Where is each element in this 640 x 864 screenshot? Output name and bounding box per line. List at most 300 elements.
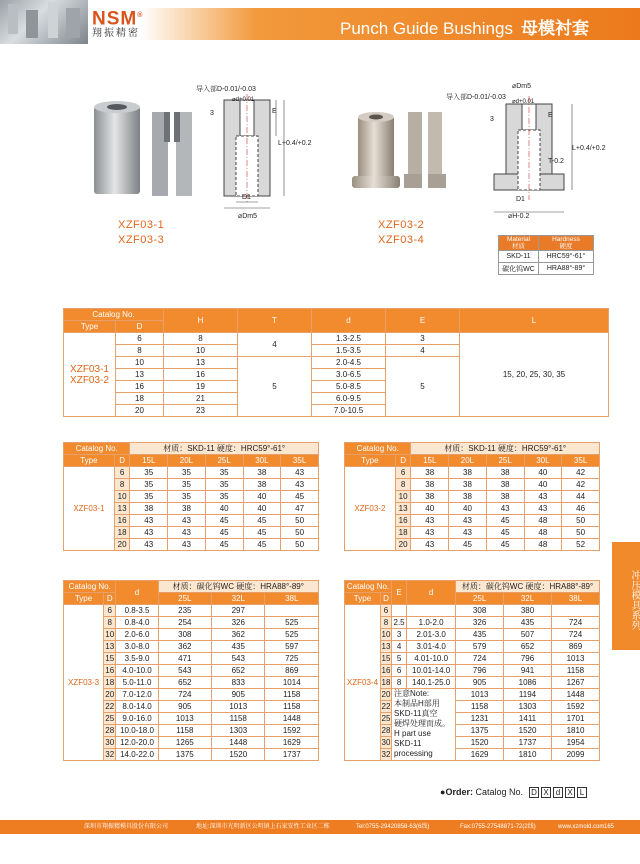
- price-table-xzf03-2: [344, 442, 600, 551]
- th-D: D: [380, 593, 391, 605]
- cell-value: 1520: [456, 737, 504, 749]
- cell-D: 10: [395, 491, 411, 503]
- cell-value: 1303: [212, 725, 265, 737]
- th-e: E: [386, 309, 460, 333]
- cell-value: 362: [158, 641, 211, 653]
- cell-value: 38: [411, 479, 449, 491]
- cell-value: 35: [205, 491, 243, 503]
- cell-value: 45: [281, 491, 319, 503]
- table-row: [64, 467, 319, 479]
- cell-value: 40: [524, 479, 562, 491]
- dim-l-2: L+0.4/+0.2: [572, 145, 606, 152]
- dim-dm5-1: ⌀Dm5: [238, 213, 257, 220]
- th-type: Type: [64, 593, 104, 605]
- th-material: 材质：碳化钨WC 硬度：HRA88°-89°: [158, 581, 318, 593]
- cell-value: 35: [168, 491, 206, 503]
- cell-value: 38: [411, 467, 449, 479]
- cell-value: 796: [504, 653, 552, 665]
- type-cell: XZF03-1 XZF03-2: [64, 333, 116, 417]
- cell-value: 43: [281, 467, 319, 479]
- cell-D: 25: [105, 714, 115, 723]
- th-d: d: [407, 581, 456, 605]
- cell-D: 8: [116, 345, 164, 357]
- cell-D: 13: [105, 642, 115, 651]
- cell-value: 35: [130, 491, 168, 503]
- th-material: 材质：SKD-11 硬度：HRC59°-61°: [130, 443, 319, 455]
- cell-D: 10: [114, 491, 130, 503]
- cell-value: 308: [456, 605, 504, 617]
- cell-D: 20: [114, 539, 130, 551]
- d-tol-2: ⌀d+0.01: [512, 99, 535, 105]
- order-format: ●Order: Catalog No. D X d X L: [440, 787, 588, 798]
- th-type: Type: [345, 455, 396, 467]
- cell-value: 140.1-25.0: [407, 677, 456, 689]
- cell-value: 235: [158, 605, 211, 617]
- cell-value: 10.0-18.0: [116, 725, 158, 737]
- th-type: Type: [64, 455, 115, 467]
- cell-D: 18: [116, 393, 164, 405]
- cell-value: 1954: [551, 737, 599, 749]
- footer: [0, 820, 640, 834]
- th-length: 30L: [524, 455, 562, 467]
- cell-value: 507: [504, 629, 552, 641]
- cell-value: 1013: [158, 713, 211, 725]
- cell-value: 38: [486, 491, 524, 503]
- catalog-label: Catalog: [356, 444, 385, 453]
- th-D: D: [104, 593, 116, 605]
- cell-value: 652: [504, 641, 552, 653]
- cell-d: 3.0-6.5: [312, 369, 386, 381]
- cell-E: 4: [386, 345, 460, 357]
- cell-H: 10: [164, 345, 238, 357]
- th-D: D: [395, 455, 411, 467]
- cell-value: 1375: [158, 749, 211, 761]
- cell-value: 1158: [265, 701, 319, 713]
- cell-value: 5: [392, 653, 407, 665]
- cell-value: [407, 605, 456, 617]
- table-header-row: [64, 581, 319, 593]
- cell-value: 1013: [456, 689, 504, 701]
- cell-value: 4.0-10.0: [116, 665, 158, 677]
- th-l: L: [460, 309, 609, 333]
- cell-D: 28: [105, 726, 115, 735]
- table-row: [345, 689, 600, 701]
- th-catalog: [345, 443, 411, 455]
- cell-D: 13: [114, 503, 130, 515]
- cell-D: 28: [381, 726, 391, 735]
- th-length: 38L: [265, 593, 319, 605]
- cell-D: 10: [381, 630, 391, 639]
- cell-H: 13: [164, 357, 238, 369]
- cell-value: 1158: [265, 689, 319, 701]
- cell-D: 16: [116, 381, 164, 393]
- cell-value: 941: [504, 665, 552, 677]
- cell-value: 50: [281, 515, 319, 527]
- page-number: 165: [604, 824, 615, 830]
- cell-value: 4: [392, 641, 407, 653]
- cell-value: 435: [456, 629, 504, 641]
- cell-D: 15: [381, 654, 391, 663]
- cell-value: 45: [205, 539, 243, 551]
- bushing-cutaway-photo-2: [404, 108, 446, 192]
- cell-value: 38: [486, 479, 524, 491]
- cell-d: 7.0-10.5: [312, 405, 386, 417]
- th-t: T: [238, 309, 312, 333]
- cell-H: 21: [164, 393, 238, 405]
- table-header-row: [345, 443, 600, 455]
- cell-value: 48: [524, 527, 562, 539]
- logo-text: NSM: [92, 8, 138, 30]
- cell-D: 18: [395, 527, 411, 539]
- th-d: d: [312, 309, 386, 333]
- cell-value: 40: [524, 467, 562, 479]
- th-material: 材质：SKD-11 硬度：HRC59°-61°: [411, 443, 600, 455]
- th-length: 32L: [212, 593, 265, 605]
- order-box: X: [565, 787, 575, 798]
- cell-value: 46: [562, 503, 600, 515]
- cell-value: 2.0-6.0: [116, 629, 158, 641]
- cell-value: 43: [168, 539, 206, 551]
- cell-D: 22: [105, 702, 115, 711]
- price-table-xzf03-1: [63, 442, 319, 551]
- cell-value: 38: [243, 479, 281, 491]
- cell-value: 35: [205, 467, 243, 479]
- cell-value: 1158: [456, 701, 504, 713]
- cell-value: 10.01-14.0: [407, 665, 456, 677]
- price-table-xzf03-3: [63, 580, 319, 761]
- cell-value: 38: [168, 503, 206, 515]
- th-type: Type: [345, 593, 381, 605]
- cell-value: 45: [243, 539, 281, 551]
- cell-value: 1448: [551, 689, 599, 701]
- dim-d1-1: D1: [242, 194, 251, 201]
- cell-value: 40: [449, 503, 487, 515]
- cell-H: 8: [164, 333, 238, 345]
- cell-value: 3.01-4.0: [407, 641, 456, 653]
- order-box: D: [529, 787, 539, 798]
- cell-value: 35: [168, 479, 206, 491]
- cell-D: 8: [114, 479, 130, 491]
- cell-value: 43: [524, 503, 562, 515]
- cell-value: 1592: [265, 725, 319, 737]
- cell-value: 1448: [212, 737, 265, 749]
- cell-value: 525: [265, 617, 319, 629]
- cell-D: 16: [114, 515, 130, 527]
- cell-d: 1.3-2.5: [312, 333, 386, 345]
- footer-fax: Fax:0755-27548871-72(2线): [460, 824, 536, 830]
- cell-value: [551, 605, 599, 617]
- cell-value: 40: [411, 503, 449, 515]
- cell-value: 38: [411, 491, 449, 503]
- th-catalog: [345, 581, 392, 593]
- cell-value: 1629: [265, 737, 319, 749]
- th-h: H: [164, 309, 238, 333]
- table-row: [64, 333, 609, 345]
- cell-T: 4: [238, 333, 312, 357]
- type-cell: XZF03-1: [64, 467, 115, 551]
- catalog-label: Catalog: [346, 582, 375, 591]
- cell-value: 9.0-16.0: [116, 713, 158, 725]
- dim-h-2: ⌀H-0.2: [508, 213, 530, 220]
- cell-D: 10: [105, 630, 115, 639]
- dim-3-1: 3: [210, 110, 214, 117]
- guide-label-2: 导入部D-0.01/-0.03: [446, 94, 506, 101]
- cell-value: 48: [524, 539, 562, 551]
- product-label-group-2: XZF03-2 XZF03-4: [378, 219, 425, 246]
- cell-value: 1520: [212, 749, 265, 761]
- price-table-xzf03-4: [344, 580, 600, 761]
- cell-value: 1194: [504, 689, 552, 701]
- logo-cn: 翔振精密: [92, 28, 140, 40]
- mat-cell: 碳化钨WC: [499, 263, 539, 275]
- cell-value: 43: [281, 479, 319, 491]
- table-row: [345, 677, 600, 689]
- cell-value: 1158: [158, 725, 211, 737]
- cell-value: 52: [562, 539, 600, 551]
- cell-value: 14.0-22.0: [116, 749, 158, 761]
- cell-value: 1267: [551, 677, 599, 689]
- header-product-photo: [0, 0, 88, 44]
- drawing-xzf03-2: [476, 80, 596, 230]
- cell-value: 1592: [551, 701, 599, 713]
- cell-value: 905: [456, 677, 504, 689]
- cell-value: 471: [158, 653, 211, 665]
- bushing-photo-1: [92, 98, 144, 198]
- cell-D: 8: [395, 479, 411, 491]
- cell-value: 1520: [504, 725, 552, 737]
- table-header-row: [345, 455, 600, 467]
- guide-label-1: 导入部D-0.01/-0.03: [196, 86, 256, 93]
- cell-value: 1014: [265, 677, 319, 689]
- cell-d: 5.0-8.5: [312, 381, 386, 393]
- cell-value: 40: [205, 503, 243, 515]
- cell-value: 579: [456, 641, 504, 653]
- cell-value: 543: [158, 665, 211, 677]
- cell-D: 10: [116, 357, 164, 369]
- dim-3-2: 3: [490, 116, 494, 123]
- cell-D: 16: [381, 666, 391, 675]
- cell-value: 1810: [551, 725, 599, 737]
- cell-value: 43: [411, 515, 449, 527]
- cell-value: 1810: [504, 749, 552, 761]
- cell-value: 1375: [456, 725, 504, 737]
- th-length: 20L: [168, 455, 206, 467]
- d-tol-1: ⌀d+0.01: [232, 97, 255, 103]
- table-header-row: [64, 593, 319, 605]
- cell-value: 4.01-10.0: [407, 653, 456, 665]
- cell-D: 20: [381, 690, 391, 699]
- title-en: Punch Guide Bushings: [340, 19, 513, 38]
- header: [0, 0, 640, 44]
- dim-dm5-2: ⌀Dm5: [512, 83, 531, 90]
- th-d: d: [116, 581, 158, 605]
- cell-D: 6: [114, 467, 130, 479]
- cell-value: 35: [130, 467, 168, 479]
- cell-value: 45: [449, 539, 487, 551]
- th-type: Type: [64, 321, 116, 333]
- cell-value: 12.0-20.0: [116, 737, 158, 749]
- cell-value: 44: [562, 491, 600, 503]
- cell-D: 13: [116, 369, 164, 381]
- cell-D: 8: [380, 617, 391, 629]
- cell-value: 724: [551, 629, 599, 641]
- cell-value: 869: [265, 665, 319, 677]
- cell-value: 1737: [265, 749, 319, 761]
- cell-value: 40: [243, 503, 281, 515]
- th-catalog: [64, 443, 130, 455]
- cell-H: 16: [164, 369, 238, 381]
- cell-value: 380: [504, 605, 552, 617]
- cell-value: [392, 605, 407, 617]
- footer-tel: Tel:0755-29420858-63(6线): [356, 824, 430, 830]
- cell-E: 5: [386, 357, 460, 417]
- cell-value: 8.0-14.0: [116, 701, 158, 713]
- table-header-row: [64, 443, 319, 455]
- title-cn: 母模衬套: [520, 19, 589, 39]
- cell-value: 2099: [551, 749, 599, 761]
- table-row: [64, 605, 319, 617]
- table-row: [345, 467, 600, 479]
- product-label-group-1: XZF03-1 XZF03-3: [118, 219, 165, 246]
- cell-value: 833: [212, 677, 265, 689]
- cell-value: 1629: [456, 749, 504, 761]
- mat-header-material: Material 材质: [499, 236, 539, 251]
- cell-value: 1231: [456, 713, 504, 725]
- cell-value: 50: [562, 515, 600, 527]
- cell-value: 1303: [504, 701, 552, 713]
- th-length: 15L: [130, 455, 168, 467]
- cell-L: 15, 20, 25, 30, 35: [460, 333, 609, 417]
- type-cell: XZF03-4: [345, 605, 381, 761]
- table-header-row: [345, 581, 600, 593]
- cell-value: 48: [524, 515, 562, 527]
- footer-address: 地址:深圳市光明新区公明镇上石家安性工业区二栋: [196, 824, 330, 830]
- cell-value: 905: [212, 689, 265, 701]
- cell-value: 1411: [504, 713, 552, 725]
- order-box: d: [553, 787, 563, 798]
- mat-header-hardness: Hardness 硬度: [539, 236, 594, 251]
- logo-registered: ®: [137, 12, 144, 19]
- cell-D: 16: [105, 666, 115, 675]
- cell-value: 7.0-12.0: [116, 689, 158, 701]
- cell-value: 45: [243, 527, 281, 539]
- bushing-cutaway-photo: [150, 108, 194, 200]
- mat-cell: HRA88°-89°: [539, 263, 594, 275]
- cell-value: 45: [243, 515, 281, 527]
- cell-value: 1737: [504, 737, 552, 749]
- th-length: 25L: [486, 455, 524, 467]
- dim-t-2: T-0.2: [548, 158, 564, 165]
- cell-value: 43: [411, 527, 449, 539]
- cell-value: 1086: [504, 677, 552, 689]
- cell-value: 43: [486, 503, 524, 515]
- cell-value: 38: [243, 467, 281, 479]
- cell-d: 6.0-9.5: [312, 393, 386, 405]
- cell-value: 43: [411, 539, 449, 551]
- mat-cell: SKD-11: [499, 251, 539, 263]
- th-length: 25L: [456, 593, 504, 605]
- cell-value: 38: [130, 503, 168, 515]
- cell-H: 23: [164, 405, 238, 417]
- cell-value: 869: [551, 641, 599, 653]
- cell-D: 22: [381, 702, 391, 711]
- cell-D: 6: [380, 605, 391, 617]
- cell-value: 435: [504, 617, 552, 629]
- dim-d1-2: D1: [516, 196, 525, 203]
- th-catalog: Catalog No.: [64, 309, 164, 321]
- catalog-label: Catalog: [75, 444, 104, 453]
- table-row: [345, 713, 600, 725]
- cell-D: 18: [381, 678, 391, 687]
- bullet-icon: ●: [440, 787, 446, 797]
- cell-value: 3.0-8.0: [116, 641, 158, 653]
- cell-value: 254: [158, 617, 211, 629]
- cell-D: 20: [116, 405, 164, 417]
- cell-d: 1.5-3.5: [312, 345, 386, 357]
- cell-value: 38: [449, 479, 487, 491]
- cell-value: 38: [486, 467, 524, 479]
- cell-value: 43: [130, 527, 168, 539]
- mat-cell: HRC59°-61°: [539, 251, 594, 263]
- cell-value: 45: [205, 527, 243, 539]
- table-row: [345, 617, 600, 629]
- cell-value: 2.01-3.0: [407, 629, 456, 641]
- cell-value: [265, 605, 319, 617]
- th-length: 25L: [158, 593, 211, 605]
- cell-D: 32: [381, 750, 391, 759]
- type-cell: XZF03-3: [64, 605, 104, 761]
- cell-value: 905: [158, 701, 211, 713]
- no-label: No.: [105, 444, 118, 453]
- cell-value: 50: [281, 527, 319, 539]
- cell-value: 597: [265, 641, 319, 653]
- cell-value: 3.5-9.0: [116, 653, 158, 665]
- cell-value: 724: [158, 689, 211, 701]
- table-header-row: [64, 455, 319, 467]
- cell-value: 43: [449, 515, 487, 527]
- table-row: [345, 701, 600, 713]
- cell-D: 30: [381, 738, 391, 747]
- table-row: [345, 725, 600, 737]
- dim-e-2: E: [548, 112, 553, 119]
- cell-value: 5.0-11.0: [116, 677, 158, 689]
- cell-value: 43: [130, 515, 168, 527]
- cell-value: 35: [130, 479, 168, 491]
- cell-D: 20: [395, 539, 411, 551]
- cell-value: 326: [212, 617, 265, 629]
- material-table: [498, 235, 594, 275]
- cell-value: 45: [486, 527, 524, 539]
- note-cell: 注意Note: 本制品H部用 SKD-11真空 硬焊处理而成。 H part use SKD-11 processing: [392, 689, 456, 761]
- cell-value: 1158: [212, 713, 265, 725]
- cell-value: 6: [392, 665, 407, 677]
- th-catalog: [64, 581, 116, 593]
- cell-value: 50: [281, 539, 319, 551]
- cell-value: 308: [158, 629, 211, 641]
- cell-value: 42: [562, 479, 600, 491]
- cell-value: 326: [456, 617, 504, 629]
- cell-value: 35: [168, 467, 206, 479]
- th-length: 20L: [449, 455, 487, 467]
- th-material: 材质：碳化钨WC 硬度：HRA88°-89°: [456, 581, 600, 593]
- cell-value: 725: [265, 653, 319, 665]
- th-length: 35L: [562, 455, 600, 467]
- cell-value: 43: [449, 527, 487, 539]
- cell-value: 1013: [551, 653, 599, 665]
- cell-value: 2.5: [393, 618, 405, 627]
- cell-value: 652: [212, 665, 265, 677]
- cell-D: 6: [395, 467, 411, 479]
